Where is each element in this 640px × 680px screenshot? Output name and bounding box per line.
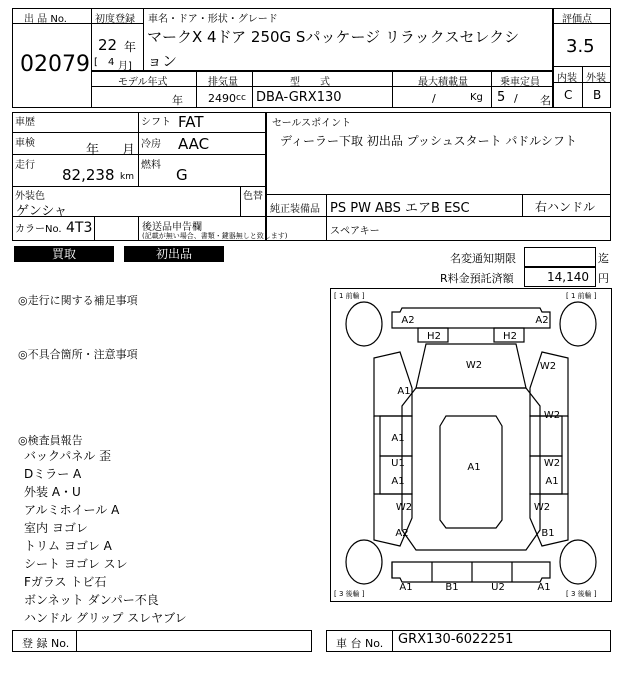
name-change-unit: 迄 <box>598 252 609 265</box>
damage-code: W2 <box>539 361 557 372</box>
report-line: Dミラー A <box>24 467 82 481</box>
wheel-front-right <box>560 302 596 346</box>
fuel-value: G <box>176 166 188 184</box>
diagram-label-tl: [ 1 前輪 ] <box>334 292 365 300</box>
exterior-label: 外装 <box>586 73 606 84</box>
first-reg-label: 初度登録 <box>95 14 135 25</box>
type-label: 型 式 <box>290 77 330 88</box>
shift-label: シフト <box>141 117 171 128</box>
report-line: アルミホイール A <box>24 503 120 517</box>
diagram-label-br: [ 3 後輪 ] <box>566 590 597 598</box>
shift-value: FAT <box>178 113 204 131</box>
first-reg-year: 22 <box>98 36 118 54</box>
damage-code: U1 <box>391 458 405 469</box>
report-line: 室内 ヨゴレ <box>24 521 88 535</box>
lot-label: 出 品 No. <box>24 14 67 25</box>
front-bumper <box>392 308 550 328</box>
damage-code: H2 <box>503 331 517 342</box>
damage-code: A1 <box>467 462 481 473</box>
damage-code: B1 <box>445 582 459 593</box>
history-label: 車歴 <box>15 117 35 128</box>
grade-label: 評価点 <box>562 14 592 25</box>
damage-code: A1 <box>391 476 405 487</box>
docs-note: (記載が無い場合、書類・鍵器無しと致します) <box>142 232 288 240</box>
damage-code: W2 <box>465 360 483 371</box>
damage-code: A1 <box>399 582 413 593</box>
damage-code: A2 <box>395 528 409 539</box>
ac-value: AAC <box>178 135 210 153</box>
model-year-label: モデル年式 <box>118 77 168 88</box>
car-damage-diagram <box>330 288 612 602</box>
colorno-label: カラーNo. <box>15 224 62 235</box>
sales-text: ディーラー下取 初出品 プッシュスタート パドルシフト <box>280 134 577 148</box>
lot-number: 02079 <box>20 52 90 77</box>
interior-label: 内装 <box>557 73 577 84</box>
recycle-unit: 円 <box>598 272 609 285</box>
purchase-badge: 買取 <box>14 246 114 262</box>
displacement-unit: cc <box>236 93 246 103</box>
inspection-month: 月 <box>122 143 136 158</box>
fuel-label: 燃料 <box>141 160 161 171</box>
running-notes-label: ◎走行に関する補足事項 <box>18 294 138 307</box>
first-reg-month-close: 月] <box>118 61 132 72</box>
capacity-value: 5 <box>497 90 506 105</box>
inspector-report-label: ◎検査員報告 <box>18 434 83 447</box>
type-value: DBA-GRX130 <box>256 90 342 105</box>
docs-value: スペアキー <box>330 226 380 237</box>
first-reg-month-open: [ <box>94 57 98 68</box>
max-load-label: 最大積載量 <box>418 77 468 88</box>
damage-code: H2 <box>427 331 441 342</box>
front-door-right <box>530 416 562 456</box>
report-line: トリム ヨゴレ A <box>24 539 112 553</box>
carname-line1: マークX 4ドア 250G Sパッケージ リラックスセレクシ <box>147 28 520 46</box>
equip-value: PS PW ABS エアB ESC <box>330 201 470 216</box>
equip-label: 純正装備品 <box>270 204 320 215</box>
damage-code: A1 <box>537 582 551 593</box>
interior-grade: C <box>564 88 573 102</box>
inspection-label: 車検 <box>15 138 35 149</box>
damage-code: A1 <box>397 386 411 397</box>
damage-code: B1 <box>541 528 555 539</box>
capacity-label: 乗車定員 <box>500 77 540 88</box>
wheel-front-left <box>346 302 382 346</box>
recolor-label: 色替 <box>243 191 263 202</box>
max-load-unit: Kg <box>470 92 483 103</box>
defects-label: ◎不具合箇所・注意事項 <box>18 348 138 361</box>
docs-label: 後送品申告欄 <box>142 222 202 233</box>
mileage-value: 82,238 <box>62 166 115 184</box>
grade-value: 3.5 <box>566 36 595 57</box>
damage-code: A2 <box>535 315 549 326</box>
model-year-unit: 年 <box>172 94 183 107</box>
rear-bumper <box>392 562 550 582</box>
displacement-value: 2490 <box>208 92 236 105</box>
damage-code: W2 <box>395 502 413 513</box>
diagram-label-tr: [ 1 前輪 ] <box>566 292 597 300</box>
recycle-value: 14,140 <box>547 270 589 284</box>
report-line: ハンドル グリップ スレヤブレ <box>24 611 187 625</box>
inspection-year: 年 <box>86 143 100 158</box>
carname-label: 車名・ドア・形状・グレード <box>148 14 278 25</box>
chassis-value: GRX130-6022251 <box>398 632 514 647</box>
handle-value: 右ハンドル <box>535 200 596 214</box>
diagram-label-bl: [ 3 後輪 ] <box>334 590 365 598</box>
mileage-unit: km <box>120 172 134 182</box>
ac-label: 冷房 <box>141 139 161 150</box>
damage-code: A1 <box>545 476 559 487</box>
front-fender-left <box>374 352 412 416</box>
carname-line2: ョン <box>147 52 178 70</box>
sales-label: セールスポイント <box>272 118 352 129</box>
displacement-label: 排気量 <box>208 77 238 88</box>
name-change-label: 名変通知期限 <box>450 252 516 265</box>
wheel-rear-left <box>346 540 382 584</box>
color-value: ゲンシャ <box>16 204 68 219</box>
capacity-unit2: 名 <box>540 94 551 107</box>
damage-code: A1 <box>391 433 405 444</box>
first-reg-month: 4 <box>108 57 115 68</box>
reg-no-label: 登 録 No. <box>22 637 70 650</box>
color-label: 外装色 <box>15 191 45 202</box>
report-line: 外装 A・U <box>24 485 81 499</box>
first-listing-badge: 初出品 <box>124 246 224 262</box>
first-reg-year-unit: 年 <box>124 40 137 54</box>
damage-code: W2 <box>543 458 561 469</box>
damage-code: A2 <box>401 315 415 326</box>
capacity-unit: / <box>514 92 518 105</box>
exterior-grade: B <box>593 88 602 102</box>
report-line: シート ヨゴレ スレ <box>24 557 128 571</box>
chassis-label: 車 台 No. <box>336 637 384 650</box>
max-load-slash: / <box>432 92 436 105</box>
colorno-value: 4T3 <box>66 220 93 236</box>
damage-code: W2 <box>543 410 561 421</box>
recycle-label: R料金預託済額 <box>440 272 514 285</box>
report-line: バックパネル 歪 <box>24 449 112 463</box>
damage-code: W2 <box>533 502 551 513</box>
damage-code: U2 <box>491 582 505 593</box>
wheel-rear-right <box>560 540 596 584</box>
report-line: ボンネット ダンパー不良 <box>24 593 159 607</box>
mileage-label: 走行 <box>15 160 35 171</box>
name-change-box <box>524 247 596 267</box>
report-line: Fガラス トビ石 <box>24 575 107 589</box>
